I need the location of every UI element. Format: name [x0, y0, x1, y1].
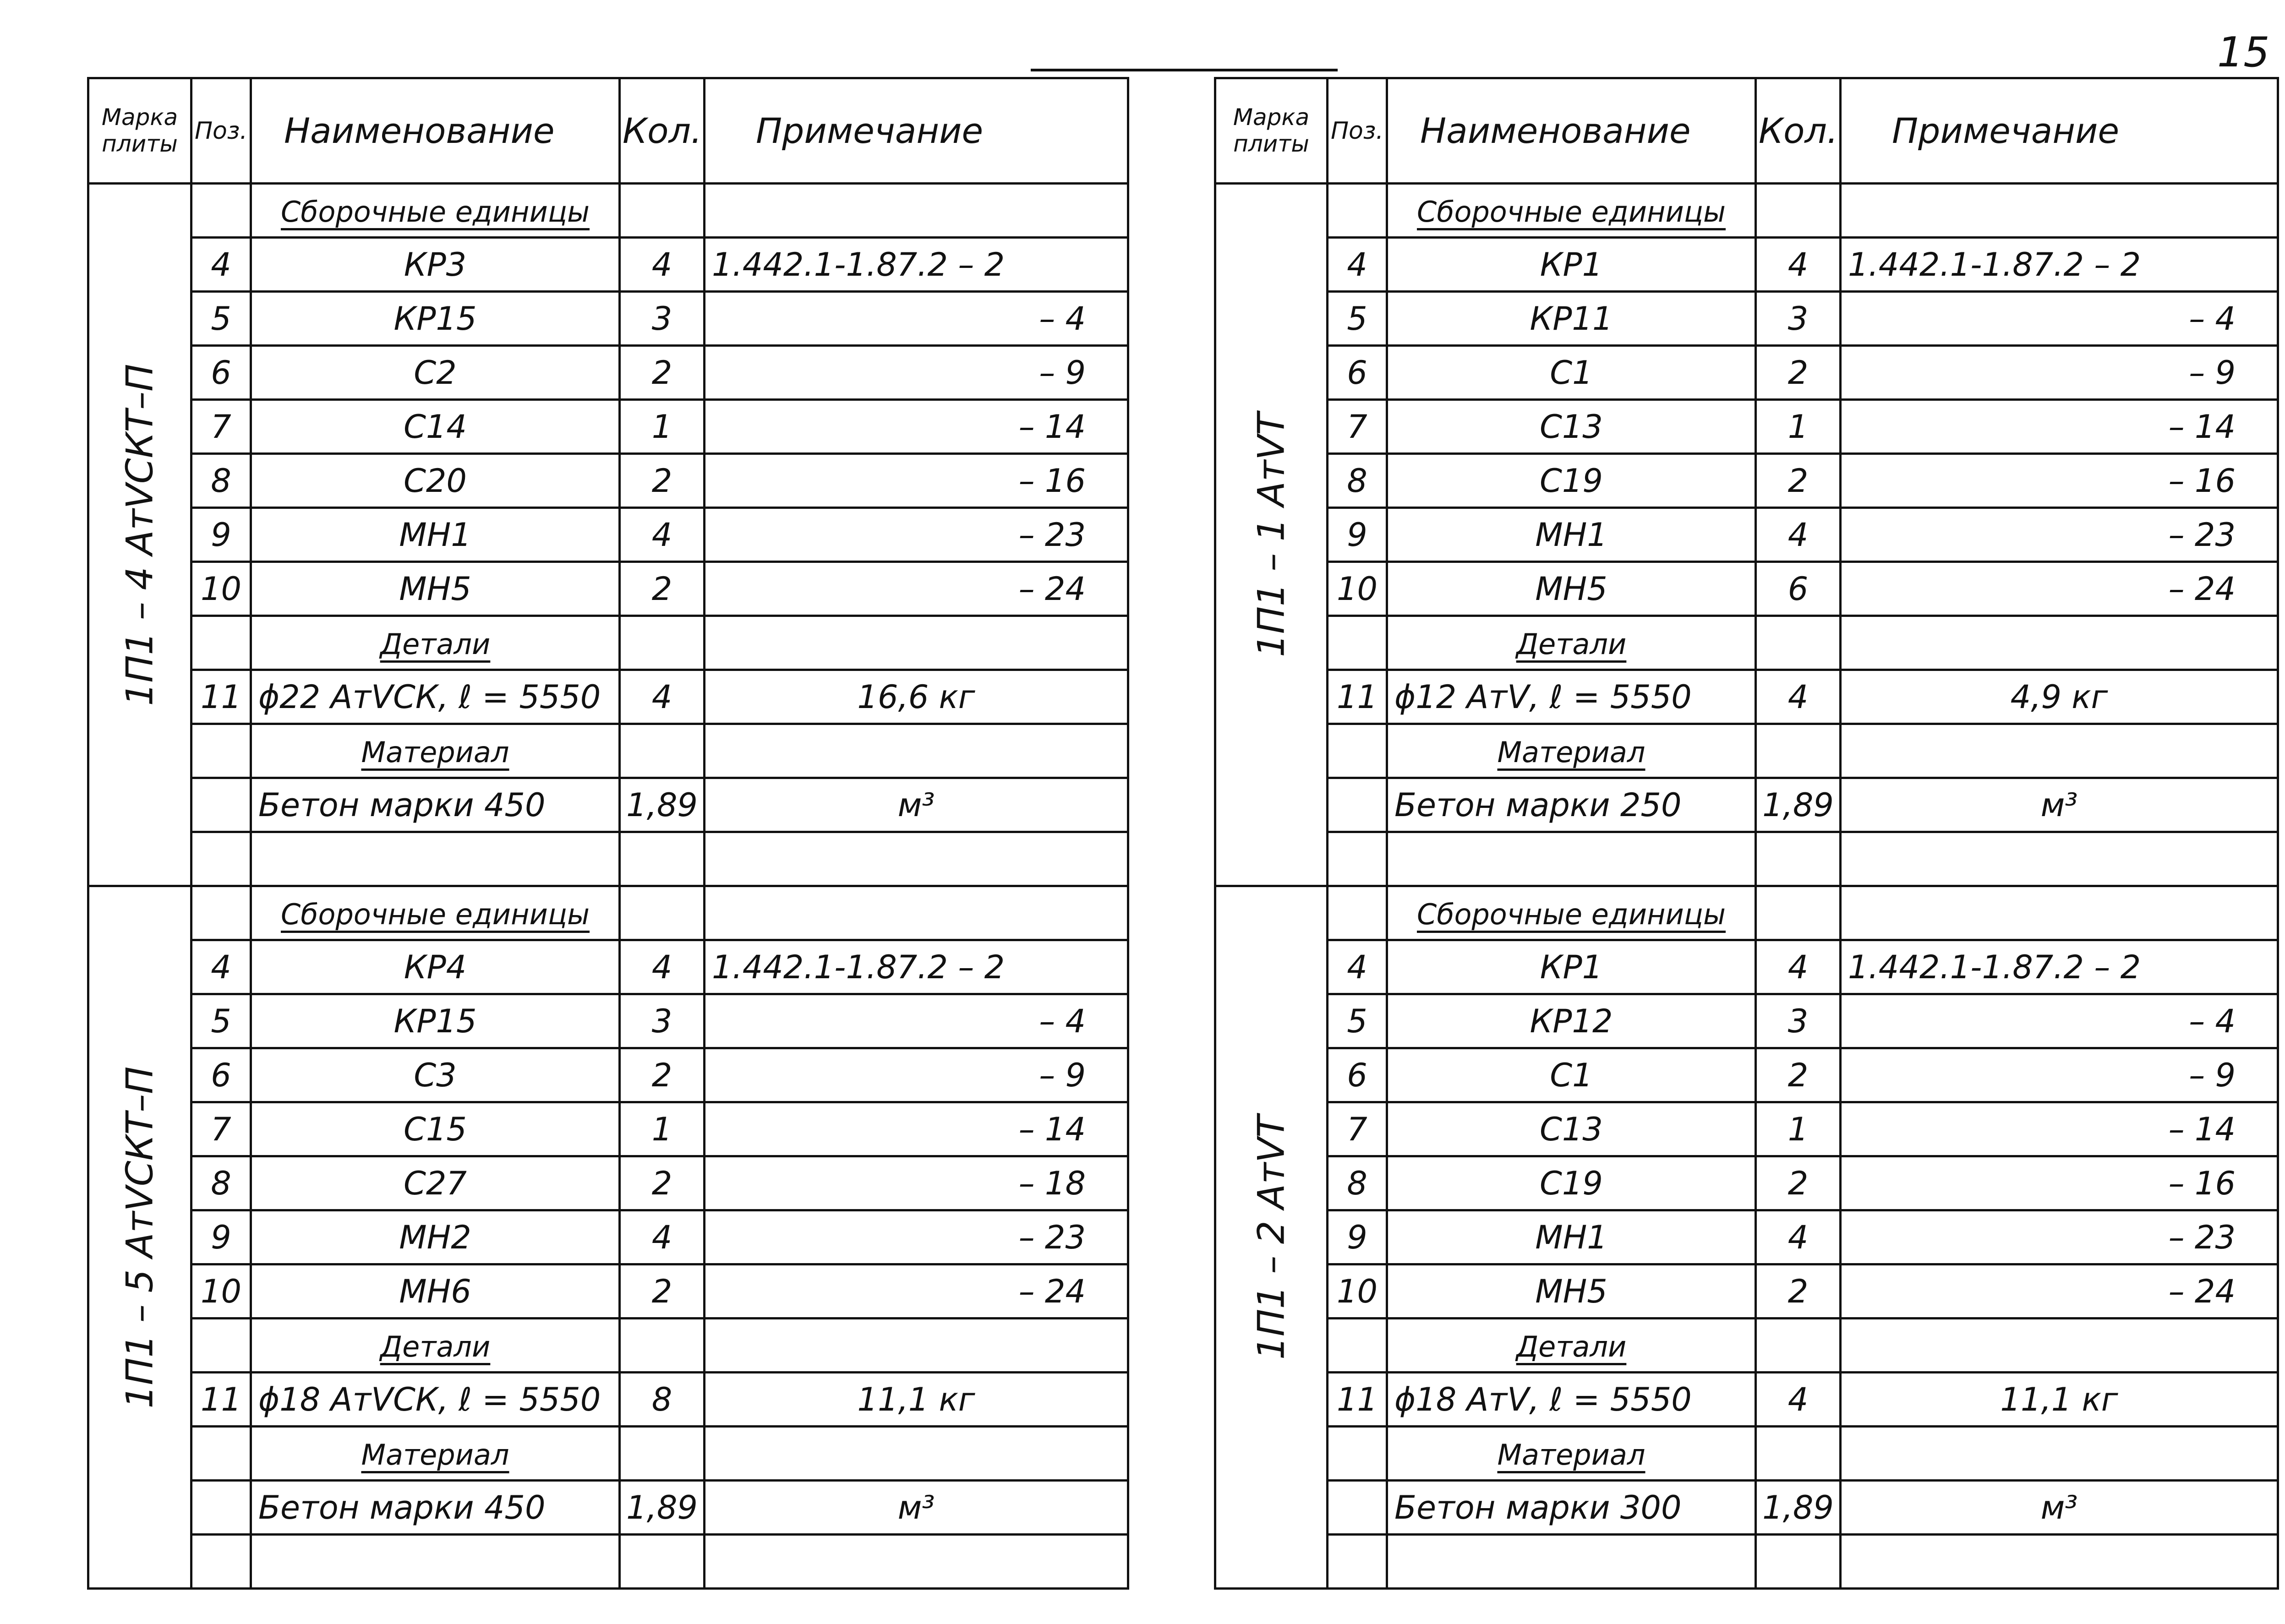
note-cell: – 14 [1841, 400, 2278, 454]
qty-cell [620, 724, 705, 778]
note-cell: – 4 [1841, 994, 2278, 1048]
table-row [88, 1427, 1128, 1481]
header-name: Наименование [1387, 78, 1756, 184]
plate-mark-cell [88, 886, 191, 1589]
qty-cell: 2 [620, 346, 705, 400]
pos-cell: 4 [191, 238, 251, 292]
section-heading: Сборочные единицы [1416, 195, 1726, 229]
table-row [1215, 562, 2278, 616]
section-heading: Материал [361, 1438, 509, 1471]
table-row [88, 778, 1128, 832]
table-row [1215, 454, 2278, 508]
name-cell: Бетон марки 250 [1387, 778, 1756, 832]
qty-cell [1756, 616, 1841, 670]
table-row [88, 1048, 1128, 1102]
qty-cell [1756, 724, 1841, 778]
table-row [1215, 994, 2278, 1048]
qty-cell: 2 [1756, 454, 1841, 508]
header-note: Примечание [1841, 78, 2278, 184]
table-row [88, 994, 1128, 1048]
header-row [88, 78, 1128, 184]
note-cell: м³ [1841, 778, 2278, 832]
note-cell: 1.442.1-1.87.2 – 2 [1841, 940, 2278, 994]
table-row [88, 562, 1128, 616]
note-cell: 4,9 кг [1841, 670, 2278, 724]
note-cell [705, 832, 1128, 886]
qty-cell [1756, 832, 1841, 886]
pos-cell: 8 [191, 1156, 251, 1210]
name-cell: КР4 [251, 940, 620, 994]
section-heading-cell [251, 184, 620, 238]
qty-cell: 2 [620, 562, 705, 616]
name-cell: МН2 [251, 1210, 620, 1264]
pos-cell: 10 [191, 1264, 251, 1319]
name-cell: КР15 [251, 292, 620, 346]
plate-mark: 1П1 – 2 АтⅤТ [1250, 1115, 1293, 1360]
pos-cell [191, 832, 251, 886]
name-cell: С14 [251, 400, 620, 454]
name-cell: МН1 [1387, 1210, 1756, 1264]
qty-cell [1756, 886, 1841, 940]
qty-cell [1756, 184, 1841, 238]
table-row [88, 616, 1128, 670]
qty-cell: 4 [1756, 670, 1841, 724]
section-heading-cell [1387, 886, 1756, 940]
table-row [1215, 1535, 2278, 1589]
table-row [1215, 346, 2278, 400]
pos-cell [1328, 1427, 1387, 1481]
table-row [1215, 1264, 2278, 1319]
header-pos: Поз. [191, 78, 251, 184]
note-cell: 11,1 кг [1841, 1373, 2278, 1427]
section-heading: Материал [1497, 735, 1645, 769]
page-number: 15 [2217, 28, 2270, 76]
note-cell [1841, 616, 2278, 670]
pos-cell [191, 1427, 251, 1481]
note-cell: – 23 [705, 1210, 1128, 1264]
name-cell: Бетон марки 450 [251, 1481, 620, 1535]
qty-cell [1756, 1535, 1841, 1589]
table-row [88, 724, 1128, 778]
spec-table-right [1214, 77, 2279, 1590]
note-cell: – 24 [705, 562, 1128, 616]
section-heading: Детали [380, 627, 491, 661]
plate-mark: 1П1 – 4 АтⅤСКТ–П [118, 364, 161, 706]
pos-cell [1328, 1481, 1387, 1535]
qty-cell: 1 [1756, 400, 1841, 454]
note-cell: м³ [705, 1481, 1128, 1535]
note-cell [705, 1319, 1128, 1373]
pos-cell: 7 [191, 400, 251, 454]
pos-cell [1328, 616, 1387, 670]
table-row [88, 184, 1128, 238]
note-cell [705, 886, 1128, 940]
qty-cell: 4 [1756, 940, 1841, 994]
pos-cell: 7 [191, 1102, 251, 1156]
section-heading: Материал [361, 735, 509, 769]
note-cell: – 24 [1841, 1264, 2278, 1319]
table-row [1215, 1427, 2278, 1481]
name-cell: МН5 [1387, 1264, 1756, 1319]
table-row [88, 1210, 1128, 1264]
qty-cell [1756, 1319, 1841, 1373]
pos-cell [1328, 778, 1387, 832]
table-row [1215, 508, 2278, 562]
note-cell: – 4 [1841, 292, 2278, 346]
note-cell: – 18 [705, 1156, 1128, 1210]
name-cell: КР15 [251, 994, 620, 1048]
table-row [88, 1535, 1128, 1589]
pos-cell: 10 [191, 562, 251, 616]
pos-cell: 6 [1328, 346, 1387, 400]
qty-cell: 4 [620, 1210, 705, 1264]
table-row [88, 238, 1128, 292]
pos-cell [191, 616, 251, 670]
note-cell: – 14 [705, 400, 1128, 454]
note-cell [1841, 886, 2278, 940]
pos-cell: 9 [191, 508, 251, 562]
table-row [88, 1264, 1128, 1319]
name-cell: КР1 [1387, 940, 1756, 994]
note-cell: 1.442.1-1.87.2 – 2 [705, 940, 1128, 994]
note-cell: – 9 [1841, 346, 2278, 400]
qty-cell: 2 [1756, 1048, 1841, 1102]
pos-cell: 10 [1328, 1264, 1387, 1319]
note-cell: – 9 [705, 346, 1128, 400]
note-cell [1841, 1535, 2278, 1589]
table-row [88, 1156, 1128, 1210]
name-cell: С20 [251, 454, 620, 508]
qty-cell: 1,89 [1756, 778, 1841, 832]
qty-cell: 4 [620, 940, 705, 994]
qty-cell: 1,89 [1756, 1481, 1841, 1535]
section-heading: Сборочные единицы [280, 195, 590, 229]
pos-cell [191, 1319, 251, 1373]
header-qty: Кол. [620, 78, 705, 184]
pos-cell [191, 724, 251, 778]
qty-cell: 4 [1756, 238, 1841, 292]
note-cell: 1.442.1-1.87.2 – 2 [705, 238, 1128, 292]
table-row [1215, 292, 2278, 346]
pos-cell: 8 [1328, 1156, 1387, 1210]
qty-cell [620, 1319, 705, 1373]
section-heading-cell [251, 886, 620, 940]
table-row [88, 454, 1128, 508]
pos-cell [1328, 184, 1387, 238]
note-cell: м³ [1841, 1481, 2278, 1535]
name-cell: С2 [251, 346, 620, 400]
name-cell: ϕ12 АтⅤ, ℓ = 5550 [1387, 670, 1756, 724]
qty-cell: 4 [1756, 1373, 1841, 1427]
qty-cell: 1 [620, 1102, 705, 1156]
table-row [88, 1481, 1128, 1535]
name-cell: С19 [1387, 454, 1756, 508]
qty-cell: 1 [620, 400, 705, 454]
qty-cell: 3 [620, 994, 705, 1048]
name-cell: Бетон марки 450 [251, 778, 620, 832]
qty-cell: 6 [1756, 562, 1841, 616]
qty-cell: 1,89 [620, 1481, 705, 1535]
qty-cell [620, 184, 705, 238]
pos-cell: 11 [191, 1373, 251, 1427]
pos-cell: 11 [191, 670, 251, 724]
plate-mark-cell [88, 184, 191, 886]
table-row [1215, 1319, 2278, 1373]
pos-cell [1328, 886, 1387, 940]
section-heading: Детали [1516, 627, 1627, 661]
qty-cell: 2 [1756, 1156, 1841, 1210]
table-row [1215, 832, 2278, 886]
pos-cell [191, 1535, 251, 1589]
section-heading-cell [1387, 184, 1756, 238]
qty-cell [620, 616, 705, 670]
pos-cell: 4 [1328, 238, 1387, 292]
table-row [88, 1373, 1128, 1427]
note-cell: – 16 [1841, 1156, 2278, 1210]
name-cell: МН6 [251, 1264, 620, 1319]
section-heading: Детали [380, 1330, 491, 1363]
name-cell: МН5 [251, 562, 620, 616]
header-pos: Поз. [1328, 78, 1387, 184]
pos-cell: 10 [1328, 562, 1387, 616]
pos-cell: 9 [1328, 1210, 1387, 1264]
pos-cell: 6 [191, 346, 251, 400]
pos-cell [191, 886, 251, 940]
note-cell: – 24 [705, 1264, 1128, 1319]
name-cell: КР12 [1387, 994, 1756, 1048]
name-cell: МН1 [251, 508, 620, 562]
section-heading-cell [251, 724, 620, 778]
table-row [88, 292, 1128, 346]
pos-cell: 8 [191, 454, 251, 508]
qty-cell: 4 [1756, 1210, 1841, 1264]
note-cell: 1.442.1-1.87.2 – 2 [1841, 238, 2278, 292]
qty-cell: 2 [620, 1264, 705, 1319]
pos-cell: 9 [1328, 508, 1387, 562]
table-row [88, 1102, 1128, 1156]
qty-cell [620, 1535, 705, 1589]
top-rule [1031, 69, 1338, 71]
table-row [1215, 1048, 2278, 1102]
plate-mark-cell [1215, 184, 1328, 886]
note-cell [705, 724, 1128, 778]
name-cell: ϕ18 АтⅤ, ℓ = 5550 [1387, 1373, 1756, 1427]
qty-cell: 2 [620, 1156, 705, 1210]
table-row [88, 508, 1128, 562]
section-heading-cell [1387, 724, 1756, 778]
qty-cell [1756, 1427, 1841, 1481]
name-cell: МН1 [1387, 508, 1756, 562]
header-name: Наименование [251, 78, 620, 184]
table-row [1215, 184, 2278, 238]
pos-cell: 7 [1328, 400, 1387, 454]
note-cell: – 23 [1841, 1210, 2278, 1264]
table-row [88, 832, 1128, 886]
note-cell [1841, 184, 2278, 238]
plate-mark: 1П1 – 1 АтⅤТ [1250, 412, 1293, 657]
table-row [88, 886, 1128, 940]
name-cell: МН5 [1387, 562, 1756, 616]
name-cell [1387, 832, 1756, 886]
header-row [1215, 78, 2278, 184]
spec-table-left [87, 77, 1129, 1590]
section-heading-cell [251, 1427, 620, 1481]
header-mark: Марка плиты [88, 78, 191, 184]
qty-cell: 4 [620, 508, 705, 562]
note-cell: 11,1 кг [705, 1373, 1128, 1427]
table-row [1215, 1102, 2278, 1156]
pos-cell: 8 [1328, 454, 1387, 508]
note-cell: – 4 [705, 994, 1128, 1048]
note-cell [1841, 724, 2278, 778]
table-row [88, 670, 1128, 724]
qty-cell: 3 [1756, 292, 1841, 346]
name-cell: КР1 [1387, 238, 1756, 292]
qty-cell: 4 [620, 238, 705, 292]
name-cell: КР11 [1387, 292, 1756, 346]
section-heading-cell [251, 1319, 620, 1373]
pos-cell [191, 184, 251, 238]
pos-cell [1328, 1535, 1387, 1589]
section-heading-cell [251, 616, 620, 670]
table-row [1215, 778, 2278, 832]
name-cell: ϕ18 АтⅤСК, ℓ = 5550 [251, 1373, 620, 1427]
table-row [1215, 670, 2278, 724]
qty-cell [620, 886, 705, 940]
pos-cell: 5 [1328, 994, 1387, 1048]
pos-cell: 5 [191, 292, 251, 346]
table-row [1215, 400, 2278, 454]
pos-cell: 6 [1328, 1048, 1387, 1102]
name-cell: Бетон марки 300 [1387, 1481, 1756, 1535]
note-cell: – 16 [705, 454, 1128, 508]
section-heading: Сборочные единицы [280, 897, 590, 931]
qty-cell: 4 [1756, 508, 1841, 562]
table-row [1215, 940, 2278, 994]
name-cell: ϕ22 АтⅤСК, ℓ = 5550 [251, 670, 620, 724]
pos-cell [1328, 724, 1387, 778]
note-cell [705, 616, 1128, 670]
pos-cell [191, 778, 251, 832]
section-heading-cell [1387, 1319, 1756, 1373]
table-row [1215, 886, 2278, 940]
table-row [1215, 1481, 2278, 1535]
note-cell: – 9 [705, 1048, 1128, 1102]
note-cell: – 16 [1841, 454, 2278, 508]
qty-cell: 1,89 [620, 778, 705, 832]
pos-cell [1328, 1319, 1387, 1373]
qty-cell: 2 [1756, 346, 1841, 400]
pos-cell: 9 [191, 1210, 251, 1264]
section-heading: Сборочные единицы [1416, 897, 1726, 931]
table-row [1215, 1373, 2278, 1427]
name-cell: С13 [1387, 1102, 1756, 1156]
name-cell: С3 [251, 1048, 620, 1102]
name-cell [251, 1535, 620, 1589]
pos-cell [191, 1481, 251, 1535]
name-cell [1387, 1535, 1756, 1589]
name-cell [251, 832, 620, 886]
plate-mark: 1П1 – 5 АтⅤСКТ–П [118, 1066, 161, 1408]
table-row [1215, 1210, 2278, 1264]
qty-cell: 1 [1756, 1102, 1841, 1156]
name-cell: С13 [1387, 400, 1756, 454]
qty-cell: 3 [1756, 994, 1841, 1048]
note-cell [705, 184, 1128, 238]
note-cell [1841, 1427, 2278, 1481]
note-cell: – 14 [705, 1102, 1128, 1156]
name-cell: С1 [1387, 1048, 1756, 1102]
table-row [1215, 616, 2278, 670]
plate-mark-cell [1215, 886, 1328, 1589]
note-cell: 16,6 кг [705, 670, 1128, 724]
name-cell: С1 [1387, 346, 1756, 400]
note-cell: – 23 [1841, 508, 2278, 562]
name-cell: С15 [251, 1102, 620, 1156]
header-qty: Кол. [1756, 78, 1841, 184]
table-row [88, 400, 1128, 454]
note-cell: – 23 [705, 508, 1128, 562]
name-cell: КР3 [251, 238, 620, 292]
header-note: Примечание [705, 78, 1128, 184]
section-heading-cell [1387, 1427, 1756, 1481]
pos-cell: 5 [1328, 292, 1387, 346]
pos-cell: 11 [1328, 670, 1387, 724]
table-row [88, 1319, 1128, 1373]
qty-cell: 4 [620, 670, 705, 724]
pos-cell: 4 [1328, 940, 1387, 994]
qty-cell: 2 [620, 1048, 705, 1102]
table-row [1215, 724, 2278, 778]
section-heading: Материал [1497, 1438, 1645, 1471]
table-row [88, 346, 1128, 400]
pos-cell: 6 [191, 1048, 251, 1102]
section-heading-cell [1387, 616, 1756, 670]
qty-cell: 2 [1756, 1264, 1841, 1319]
pos-cell: 11 [1328, 1373, 1387, 1427]
section-heading: Детали [1516, 1330, 1627, 1363]
table-row [1215, 1156, 2278, 1210]
name-cell: С27 [251, 1156, 620, 1210]
qty-cell [620, 1427, 705, 1481]
note-cell: – 4 [705, 292, 1128, 346]
qty-cell [620, 832, 705, 886]
header-mark: Марка плиты [1215, 78, 1328, 184]
note-cell [1841, 1319, 2278, 1373]
note-cell: м³ [705, 778, 1128, 832]
qty-cell: 2 [620, 454, 705, 508]
name-cell: С19 [1387, 1156, 1756, 1210]
note-cell: – 24 [1841, 562, 2278, 616]
note-cell [705, 1535, 1128, 1589]
qty-cell: 3 [620, 292, 705, 346]
qty-cell: 8 [620, 1373, 705, 1427]
pos-cell: 7 [1328, 1102, 1387, 1156]
table-row [1215, 238, 2278, 292]
note-cell: – 9 [1841, 1048, 2278, 1102]
note-cell: – 14 [1841, 1102, 2278, 1156]
pos-cell: 4 [191, 940, 251, 994]
pos-cell: 5 [191, 994, 251, 1048]
note-cell [705, 1427, 1128, 1481]
table-row [88, 940, 1128, 994]
pos-cell [1328, 832, 1387, 886]
note-cell [1841, 832, 2278, 886]
